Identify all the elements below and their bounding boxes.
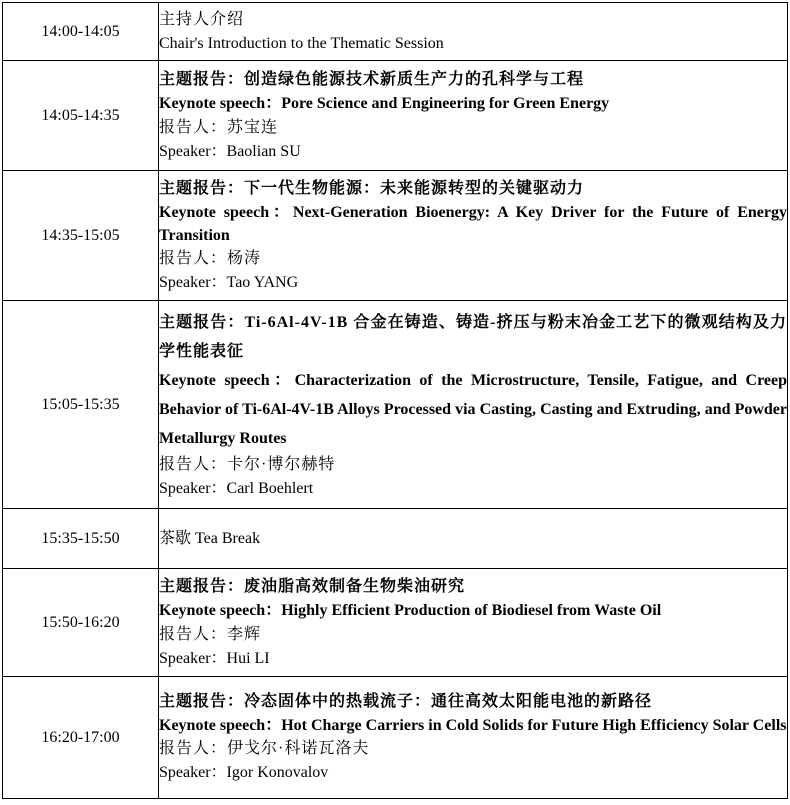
time-cell: 14:05-14:35 — [3, 61, 159, 171]
table-row — [3, 301, 788, 509]
time-cell: 15:05-15:35 — [3, 301, 159, 509]
topic-cn: 主题报告：创造绿色能源技术新质生产力的孔科学与工程 — [159, 70, 585, 88]
session-cell — [159, 509, 788, 569]
session-cell — [159, 3, 788, 61]
speaker-en: Speaker：Carl Boehlert — [159, 480, 314, 497]
table-row — [3, 61, 788, 171]
topic-cn: 主题报告：废油脂高效制备生物柴油研究 — [159, 577, 466, 595]
topic-en: Keynote speech：Pore Science and Engineering for Green Energy — [159, 94, 610, 112]
topic-en: Keynote speech：Hot Charge Carriers in Cold Solids for Future High Efficiency Solar Cells — [159, 717, 787, 734]
time-cell: 14:00-14:05 — [3, 3, 159, 61]
table-row — [3, 171, 788, 301]
session-title-cn: 主持人介绍 — [159, 10, 245, 28]
reporter-cn: 报告人：苏宝连 — [159, 118, 279, 136]
reporter-cn: 报告人：杨涛 — [159, 249, 262, 267]
reporter-cn: 报告人：李辉 — [159, 625, 262, 643]
speaker-en: Speaker：Baolian SU — [159, 142, 301, 160]
topic-en: Keynote speech：Next-Generation Bioenergy: A Key Driver for the Future of Energy Transition — [159, 203, 787, 244]
tea-break-label: 茶歇 Tea Break — [159, 529, 261, 547]
session-cell — [159, 677, 788, 799]
speaker-en: Speaker：Hui LI — [159, 649, 270, 667]
speaker-en: Speaker：Tao YANG — [159, 273, 299, 291]
table-row — [3, 569, 788, 677]
session-cell — [159, 171, 788, 301]
session-cell — [159, 569, 788, 677]
time-cell: 15:35-15:50 — [3, 509, 159, 569]
reporter-cn: 报告人：卡尔·博尔赫特 — [159, 456, 336, 473]
table-row — [3, 509, 788, 569]
speaker-en: Speaker：Igor Konovalov — [159, 764, 329, 781]
topic-cn: 主题报告：下一代生物能源：未来能源转型的关键驱动力 — [159, 179, 585, 197]
session-cell — [159, 61, 788, 171]
time-cell: 14:35-15:05 — [3, 171, 159, 301]
schedule-table — [2, 2, 788, 799]
topic-en: Keynote speech：Highly Efficient Production of Biodiesel from Waste Oil — [159, 601, 662, 619]
time-cell: 16:20-17:00 — [3, 677, 159, 799]
time-cell: 15:50-16:20 — [3, 569, 159, 677]
topic-cn: 主题报告：冷态固体中的热载流子：通往高效太阳能电池的新路径 — [159, 693, 653, 710]
topic-cn: 主题报告：Ti-6Al-4V-1B 合金在铸造、铸造-挤压与粉末冶金工艺下的微观结构及力学性能表征 — [159, 314, 787, 360]
table-row — [3, 3, 788, 61]
session-title-en: Chair's Introduction to the Thematic Session — [159, 34, 444, 52]
topic-en: Keynote speech：Characterization of the Microstructure, Tensile, Fatigue, and Creep Behavior of Ti-6Al-4V-1B Alloys Processed via Casting, Casting and Extruding, and Powder Metallurgy Routes — [159, 372, 787, 447]
reporter-cn: 报告人：伊戈尔·科诺瓦洛夫 — [159, 740, 370, 757]
session-cell — [159, 301, 788, 509]
table-row — [3, 677, 788, 799]
